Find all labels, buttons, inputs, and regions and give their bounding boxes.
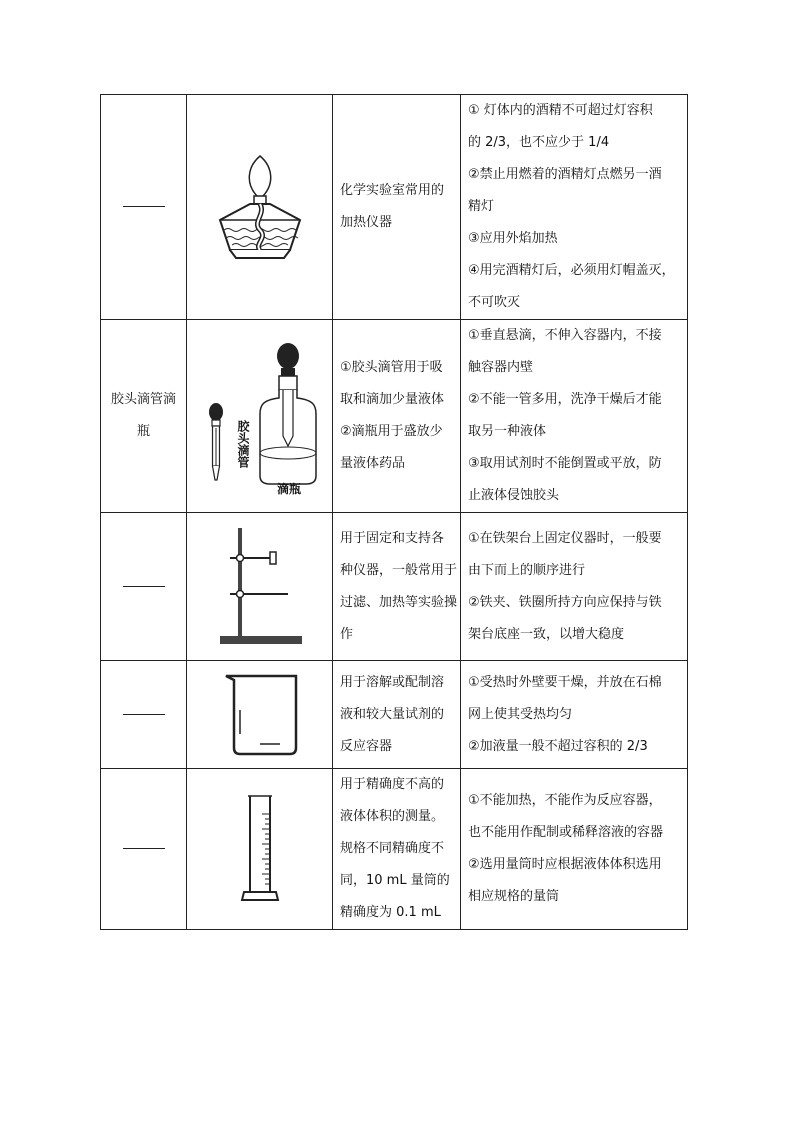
use-line: 精确度为 0.1 mL [340,905,441,920]
use-line: 规格不同精确度不 [340,841,445,856]
table-row [101,769,688,930]
use-line: 过滤、加热等实验操 [340,594,458,610]
note-line: ①在铁架台上固定仪器时，一般要 [468,530,662,546]
table-row [101,661,688,769]
use-line: 用于精确度不高的 [340,777,445,792]
table-row [101,95,688,320]
use-cell [333,769,461,930]
note-line: 触容器内壁 [468,360,534,375]
image-cell [187,513,333,661]
use-cell [333,661,461,769]
note-line: ②铁夹、铁圈所持方向应保持与铁 [468,594,662,610]
note-line: 架台底座一致，以增大稳度 [468,626,625,642]
image-cell [187,320,333,513]
graduated-cylinder-image [230,792,290,907]
image-cell [187,95,333,320]
note-cell [461,95,688,320]
instrument-table [100,94,688,930]
table-row [101,513,688,661]
note-line: 也不能用作配制或稀释溶液的容器 [468,825,664,840]
use-line: 量液体药品 [340,456,406,471]
note-line: ②选用量筒时应根据液体体积选用 [468,857,662,872]
answer-blank [123,714,165,715]
use-line: 取和滴加少量液体 [340,392,445,407]
note-cell [461,320,688,513]
use-line: 作 [340,626,354,642]
bottle-label: 滴瓶 [277,482,302,496]
answer-blank [123,848,165,849]
note-line: ① 灯体内的酒精不可超过灯容积 [468,103,653,118]
name-cell [101,320,187,513]
note-cell [461,661,688,769]
note-line: ①受热时外壁要干燥，并放在石棉 [468,674,662,690]
note-line: ②加液量一般不超过容积的 2/3 [468,738,648,754]
answer-blank [123,586,165,587]
use-line: ②滴瓶用于盛放少 [340,424,443,439]
iron-stand-image [210,524,310,649]
name-cell [101,769,187,930]
name-cell [101,513,187,661]
note-line: 不可吹灭 [468,295,521,310]
name-line: 瓶 [136,424,150,439]
note-line: ③应用外焰加热 [468,231,558,246]
note-line: 由下而上的顺序进行 [468,562,586,578]
use-cell [333,95,461,320]
table-row [101,320,688,513]
note-cell [461,769,688,930]
note-line: ②不能一管多用，洗净干燥后才能 [468,392,662,407]
use-cell [333,320,461,513]
image-cell [187,661,333,769]
use-line: 加热仪器 [340,215,393,230]
use-line: 种仪器，一般常用于 [340,562,458,578]
use-line: 反应容器 [340,738,393,754]
use-line: 同，10 mL 量筒的 [340,873,450,888]
answer-blank [123,206,165,207]
image-cell [187,769,333,930]
name-line: 胶头滴管滴 [110,392,176,407]
use-line: 用于溶解或配制溶 [340,674,445,690]
note-line: ①不能加热，不能作为反应容器， [468,793,662,808]
dropper-bottle-image [190,336,330,496]
note-line: ①垂直悬滴，不伸入容器内，不接 [468,328,662,343]
use-line: ①胶头滴管用于吸 [340,360,443,375]
note-line: ④用完酒精灯后，必须用灯帽盖灭， [468,263,675,278]
note-line: 精灯 [468,199,495,214]
name-cell [101,95,187,320]
note-line: 的 2/3，也不应少于 1/4 [468,135,610,150]
use-cell [333,513,461,661]
use-line: 用于固定和支持各 [340,530,445,546]
use-line: 液和较大量试剂的 [340,706,445,722]
use-line: 化学实验室常用的 [340,183,445,198]
dropper-label: 胶头滴管 [236,420,250,468]
note-line: 网上使其受热均匀 [468,706,573,722]
use-line: 液体体积的测量。 [340,809,445,824]
note-line: 相应规格的量筒 [468,889,560,904]
note-cell [461,513,688,661]
alcohol-lamp-image [210,152,310,262]
note-line: ③取用试剂时不能倒置或平放，防 [468,456,662,471]
name-cell [101,661,187,769]
beaker-image [220,670,300,760]
note-line: 止液体侵蚀胶头 [468,488,560,503]
note-line: ②禁止用燃着的酒精灯点燃另一酒 [468,167,662,182]
note-line: 取另一种液体 [468,424,547,439]
